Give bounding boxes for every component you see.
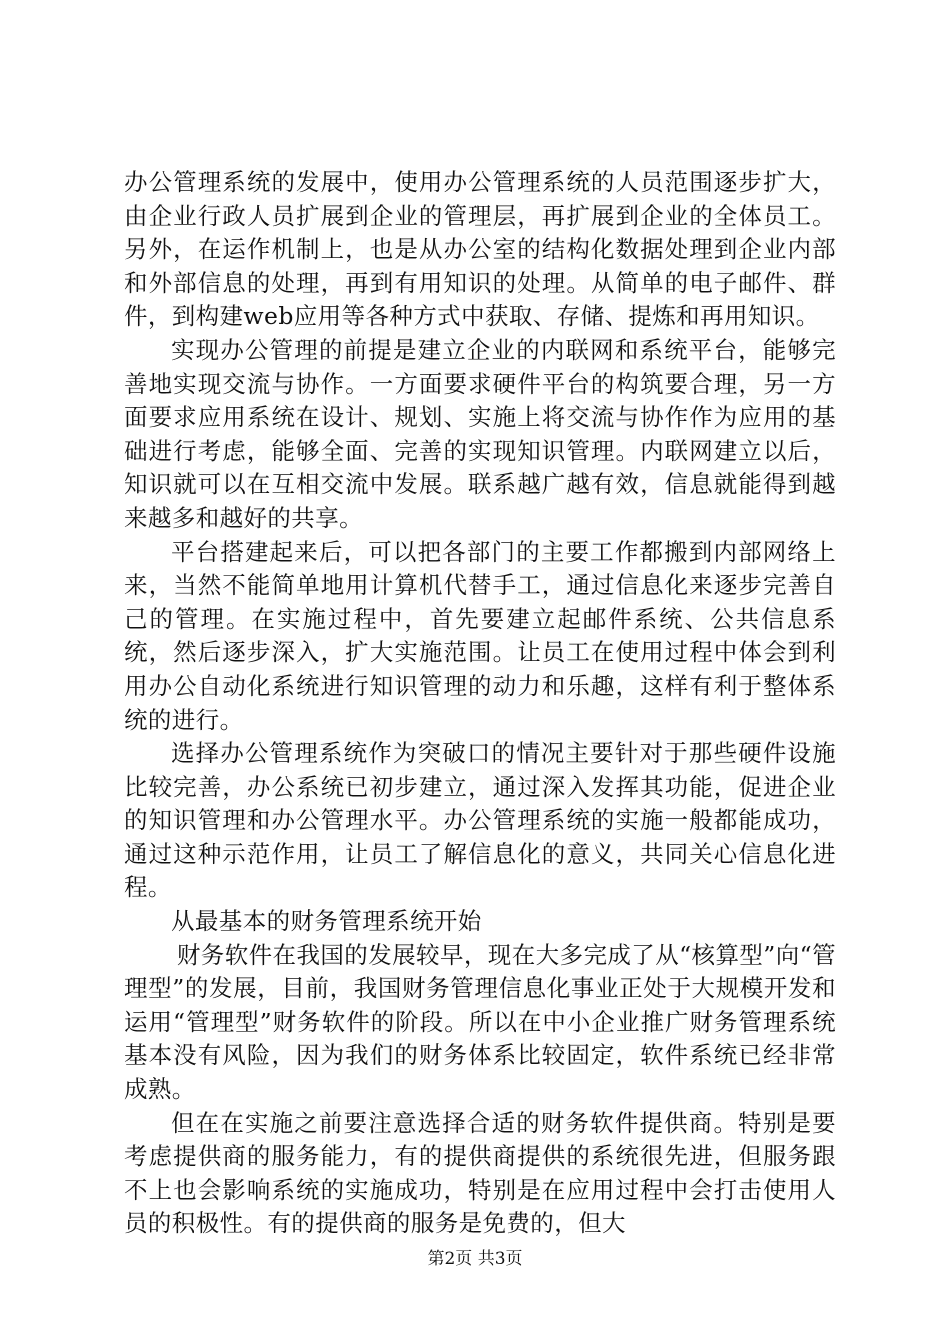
document-body — [124, 166, 836, 1241]
paragraph: 财务软件在我国的发展较早，现在大多完成了从“核算型”向“管理型”的发展，目前，我国财务管理信息化事业正处于大规模开发和运用“管理型”财务软件的阶段。所以在中小企业推广财务管理系统基本没有风险，因为我们的财务体系比较固定，软件系统已经非常成熟。 — [124, 940, 836, 1104]
paragraph: 但在在实施之前要注意选择合适的财务软件提供商。特别是要考虑提供商的服务能力，有的提供商提供的系统很先进，但服务跟不上也会影响系统的实施成功，特别是在应用过程中会打击使用人员的积极性。有的提供商的服务是免费的，但大 — [124, 1108, 836, 1238]
paragraph: 平台搭建起来后，可以把各部门的主要工作都搬到内部网络上来，当然不能简单地用计算机代替手工，通过信息化来逐步完善自己的管理。在实施过程中，首先要建立起邮件系统、公共信息系统，然后逐步深入，扩大实施范围。让员工在使用过程中体会到利用办公自动化系统进行知识管理的动力和乐趣，这样有利于整体系统的进行。 — [124, 537, 836, 734]
paragraph: 选择办公管理系统作为突破口的情况主要针对于那些硬件设施比较完善，办公系统已初步建立，通过深入发挥其功能，促进企业的知识管理和办公管理水平。办公管理系统的实施一般都能成功，通过这种示范作用，让员工了解信息化的意义，共同关心信息化进程。 — [124, 739, 836, 902]
page-number-footer: 第2页 共3页 — [427, 1249, 523, 1269]
paragraph-continuation: 办公管理系统的发展中，使用办公管理系统的人员范围逐步扩大，由企业行政人员扩展到企业的管理层，再扩展到企业的全体员工。另外，在运作机制上，也是从办公室的结构化数据处理到企业内部和外部信息的处理，再到有用知识的处理。从简单的电子邮件、群件，到构建web应用等各种方式中获取、存储、提炼和再用知识。 — [124, 168, 836, 331]
section-heading: 从最基本的财务管理系统开始 — [171, 907, 482, 936]
paragraph: 实现办公管理的前提是建立企业的内联网和系统平台，能够完善地实现交流与协作。一方面要求硬件平台的构筑要合理，另一方面要求应用系统在设计、规划、实施上将交流与协作作为应用的基础进行考虑，能够全面、完善的实现知识管理。内联网建立以后，知识就可以在互相交流中发展。联系越广越有效，信息就能得到越来越多和越好的共享。 — [124, 335, 836, 532]
